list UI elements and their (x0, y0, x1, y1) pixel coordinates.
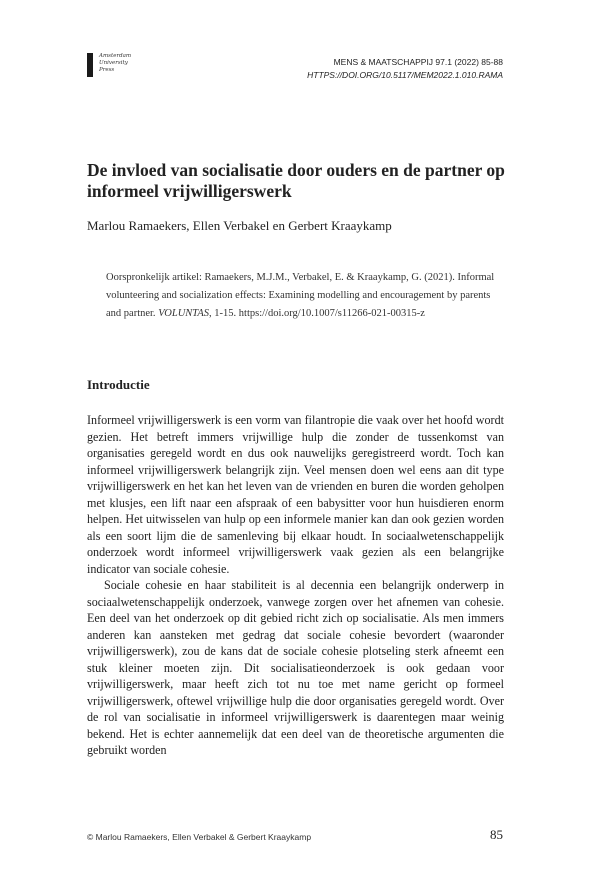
paragraph-1: Informeel vrijwilligerswerk is een vorm van filantropie die vaak over het hoofd wordt gezien. Het betreft immers vrijwillige hulp die zonder de tussenkomst van organisaties geregeld wordt en dus ook nauwelijks geregistreerd wordt. Toch kan informeel vrijwilligerswerk belangrijk zijn. Veel mensen doen wel eens aan dit type vrijwilligerswerk en het kan het leven van de vrienden en buren die worden geholpen met klusjes, een lift naar een afspraak of een babysitter voor hun huisdieren enorm helpen. Het uitwisselen van hulp op een informele manier kan dan ook gezien worden als een soort lijm die de samenleving bij elkaar houdt. In sociaalwetenschappelijk onderzoek wordt informeel vrijwilligerswerk vaak gezien als een belangrijke indicator van sociale cohesie. (87, 413, 504, 576)
article-title: De invloed van socialisatie door ouders en de partner op informeel vrijwilligerswerk (87, 160, 505, 201)
page-number: 85 (490, 827, 503, 842)
original-article-reference (106, 269, 506, 323)
logo-line-3: Press (99, 67, 115, 73)
logo-line-2: University (99, 60, 128, 66)
section-heading: Introductie (87, 377, 150, 392)
article-authors: Marlou Ramaekers, Ellen Verbakel en Gerbert Kraaykamp (87, 218, 392, 233)
publisher-logo (87, 53, 131, 77)
original-reference-text: Oorspronkelijk artikel: Ramaekers, M.J.M., Verbakel, E. & Kraaykamp, G. (2021). Informal volunteering and socialization effects: Examining modelling and encouragement by parents and partner. (106, 272, 495, 319)
original-reference-tail: , 1-15. https://doi.org/10.1007/s11266-021-00315-z (209, 308, 425, 319)
paragraph-2: Sociale cohesie en haar stabiliteit is al decennia een belangrijk onderwerp in sociaalwetenschappelijk onderzoek, vanwege zorgen over het afnemen van cohesie. Een deel van het onderzoek op dit gebied richt zich op socialisatie. Als men immers anderen kan aansteken met gedrag dat sociale cohesie bevordert (waaronder vrijwilligerswerk), zou de kans dat de sociale cohesie plotseling sterk afneemt een stuk kleiner moeten zijn. Dit socialisatieonderzoek is ook gedaan voor vrijwilligerswerk, maar heeft zich tot nu toe met name gericht op formeel vrijwilligerswerk, oftewel vrijwillige hulp die door organisaties geregeld wordt. Over de rol van socialisatie in informeel vrijwilligerswerk is daarentegen maar weinig bekend. Het is echter aannemelijk dat een deel van de theoretische argumenten die gebruikt worden (87, 578, 504, 757)
footer-copyright: © Marlou Ramaekers, Ellen Verbakel & Gerbert Kraaykamp (87, 832, 312, 842)
logo-text (99, 53, 131, 74)
journal-header (307, 56, 503, 82)
logo-line-1: Amsterdam (99, 53, 132, 59)
journal-doi: HTTPS://DOI.ORG/10.5117/MEM2022.1.010.RAMA (307, 70, 503, 80)
logo-bar-icon (87, 53, 93, 77)
body-text (87, 412, 504, 759)
journal-citation: MENS & MAATSCHAPPIJ 97.1 (2022) 85-88 (333, 57, 503, 67)
original-reference-journal: VOLUNTAS (158, 308, 210, 319)
